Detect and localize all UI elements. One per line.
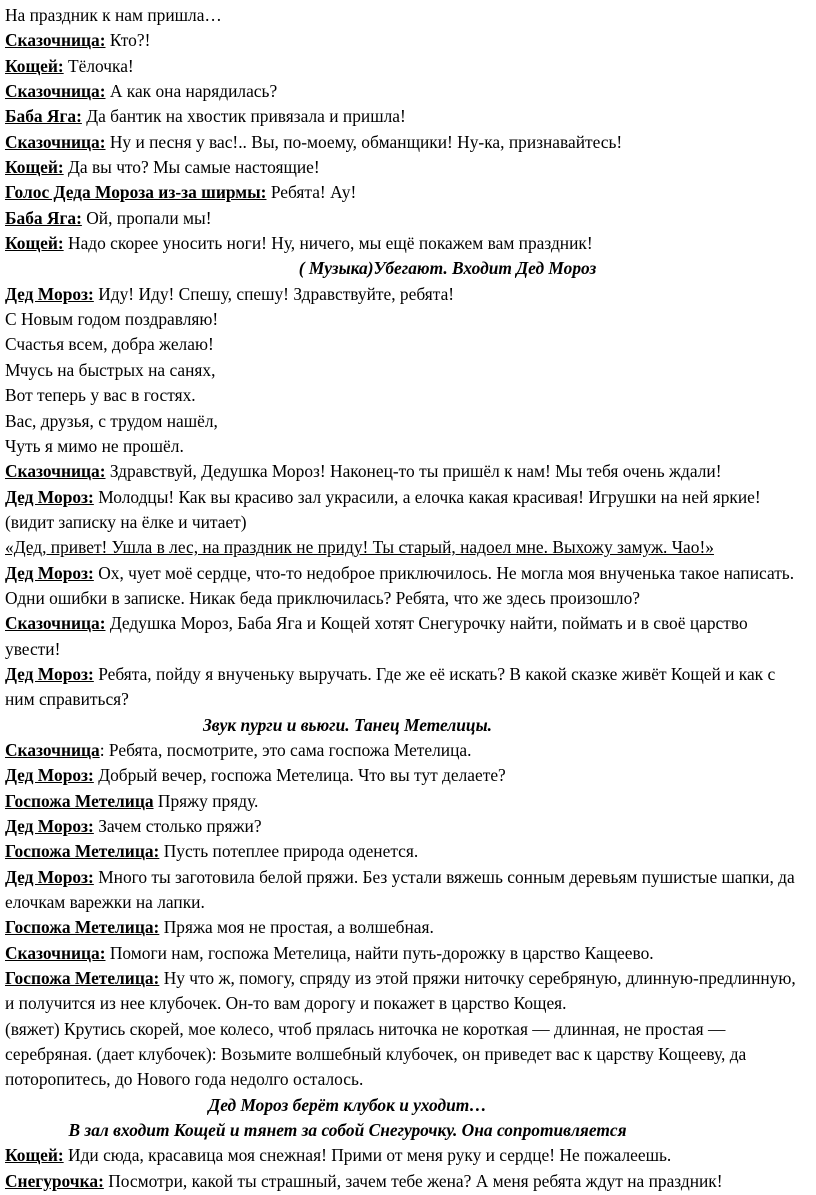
line-text: Чуть я мимо не прошёл. — [5, 435, 184, 456]
speaker-name: Сказочница — [5, 739, 100, 760]
dialogue-text: Ребята, пойду я внученьку выручать. Где же её искать? В какой сказке живёт Кощей и как с ним справиться? — [5, 663, 776, 710]
dialogue-paragraph — [5, 789, 804, 814]
stage-direction — [0, 713, 747, 738]
text-line — [5, 358, 804, 383]
dialogue-text: Ох, чует моё сердце, что-то недоброе приключилось. Не могла моя внученька такое написать. Одни ошибки в записке. Никак беда приключилась? Ребята, что же здесь произошло? — [5, 562, 795, 608]
dialogue-text: Пусть потеплее природа оденется. — [163, 841, 419, 862]
dialogue-text: Ребята, посмотрите, это сама госпожа Метелица. — [108, 739, 472, 760]
dialogue-paragraph — [5, 282, 804, 307]
dialogue-paragraph — [5, 865, 804, 916]
dialogue-paragraph — [5, 662, 804, 713]
speaker-name: Кощей: — [5, 55, 64, 76]
text-line — [5, 1017, 804, 1093]
speaker-name: Баба Яга: — [5, 207, 82, 228]
dialogue-text: Ой, пропали мы! — [86, 207, 212, 228]
speaker-name: Госпожа Метелица: — [5, 917, 160, 938]
dialogue-text: Ну что ж, помогу, спряду из этой пряжи ниточку серебряную, длинную-предлинную, и получится из нее клубочек. Он-то вам дорогу и покажет в царство Кощея. — [5, 968, 796, 1014]
text-line — [5, 434, 804, 459]
line-text: Счастья всем, добра желаю! — [5, 334, 214, 355]
text-line — [5, 409, 804, 434]
dialogue-paragraph — [5, 28, 804, 53]
speaker-name: Сказочница: — [5, 942, 106, 963]
line-text: Звук пурги и вьюги. Танец Метелицы. — [202, 714, 493, 735]
speaker-name: Сказочница: — [5, 81, 106, 102]
dialogue-text: Посмотри, какой ты страшный, зачем тебе жена? А меня ребята ждут на праздник! — [108, 1170, 723, 1191]
speaker-name: Дед Мороз: — [5, 663, 94, 684]
note-line — [5, 535, 804, 560]
dialogue-text: А как она нарядилась? — [109, 81, 278, 102]
dialogue-paragraph — [5, 104, 804, 129]
text-line — [5, 383, 804, 408]
speaker-name: Сказочница: — [5, 131, 106, 152]
dialogue-paragraph — [5, 611, 804, 662]
line-text: ( Музыка)Убегают. Входит Дед Мороз — [298, 258, 597, 279]
line-text: С Новым годом поздравляю! — [5, 309, 219, 330]
speaker-name: Госпожа Метелица — [5, 790, 154, 811]
line-text: На праздник к нам пришла… — [5, 5, 222, 25]
dialogue-paragraph — [5, 814, 804, 839]
speaker-name: Дед Мороз: — [5, 486, 94, 507]
dialogue-paragraph — [5, 941, 804, 966]
line-text: Вот теперь у вас в гостях. — [5, 385, 196, 406]
dialogue-paragraph — [5, 839, 804, 864]
dialogue-text: Пряжу пряду. — [157, 790, 259, 811]
dialogue-text: Много ты заготовила белой пряжи. Без устали вяжешь сонным деревьям пушистые шапки, да елочкам варежки на лапки. — [5, 866, 795, 913]
speaker-name: Дед Мороз: — [5, 765, 94, 786]
dialogue-paragraph — [5, 763, 804, 788]
speaker-name: Сказочница: — [5, 30, 106, 51]
dialogue-paragraph — [5, 130, 804, 155]
speaker-name: Баба Яга: — [5, 106, 82, 127]
dialogue-text: Ребята! Ау! — [270, 182, 357, 203]
speaker-name: Дед Мороз: — [5, 283, 94, 304]
dialogue-text: Тёлочка! — [68, 55, 134, 76]
speaker-name: Сказочница: — [5, 613, 106, 634]
dialogue-paragraph — [5, 1169, 804, 1194]
dialogue-text: Молодцы! Как вы красиво зал украсили, а елочка какая красивая! Игрушки на ней яркие! (видит записку на ёлке и читает) — [5, 486, 761, 532]
script-text — [5, 3, 804, 1194]
speaker-name: Кощей: — [5, 233, 64, 254]
dialogue-text: Кто?! — [109, 30, 151, 51]
dialogue-text: Помоги нам, госпожа Метелица, найти путь-дорожку в царство Кащеево. — [109, 942, 654, 963]
dialogue-text: Иди сюда, красавица моя снежная! Прими от меня руку и сердце! Не пожалеешь. — [68, 1145, 672, 1166]
speaker-name: Снегурочка: — [5, 1170, 104, 1191]
dialogue-text: Надо скорее уносить ноги! Ну, ничего, мы ещё покажем вам праздник! — [68, 233, 593, 254]
dialogue-paragraph — [5, 155, 804, 180]
text-line — [5, 3, 804, 28]
line-text: Дед Мороз берёт клубок и уходит… — [208, 1094, 487, 1115]
dialogue-paragraph — [5, 79, 804, 104]
speaker-name: Госпожа Метелица: — [5, 841, 160, 862]
line-text: (вяжет) Крутись скорей, мое колесо, чтоб прялась ниточка не короткая — длинная, не простая — серебряная. (дает клубочек): Возьмите волшебный клубочек, он приведет вас к царству Кощееву, да поторопитесь, до Нового года недолго осталось. — [5, 1018, 747, 1090]
dialogue-text: Да бантик на хвостик привязала и пришла! — [86, 106, 406, 127]
text-line — [5, 307, 804, 332]
speaker-name: Дед Мороз: — [5, 816, 94, 836]
dialogue-paragraph — [5, 561, 804, 612]
stage-direction — [48, 256, 816, 281]
text-line — [5, 332, 804, 357]
dialogue-text: Зачем столько пряжи? — [98, 816, 262, 836]
dialogue-paragraph — [5, 485, 804, 536]
dialogue-paragraph — [5, 206, 804, 231]
stage-direction — [0, 1093, 747, 1118]
dialogue-text: Дедушка Мороз, Баба Яга и Кощей хотят Снегурочку найти, поймать и в своё царство увести! — [5, 613, 748, 659]
speaker-name: Дед Мороз: — [5, 562, 94, 583]
line-text: Вас, друзья, с трудом нашёл, — [5, 410, 218, 431]
dialogue-text: Пряжа моя не простая, а волшебная. — [163, 917, 434, 938]
dialogue-paragraph — [5, 54, 804, 79]
dialogue-paragraph — [5, 231, 804, 256]
dialogue-paragraph — [5, 915, 804, 940]
dialogue-paragraph: Сказочница: Ребята, посмотрите, это сама госпожа Метелица. — [5, 739, 472, 760]
stage-direction — [0, 1118, 747, 1143]
speaker-name: Дед Мороз: — [5, 866, 94, 887]
speaker-name: Кощей: — [5, 1145, 64, 1166]
speaker-name: Сказочница: — [5, 461, 106, 482]
dialogue-text: Иду! Иду! Спешу, спешу! Здравствуйте, ребята! — [98, 283, 455, 304]
dialogue-paragraph — [5, 966, 804, 1017]
speaker-name: Голос Деда Мороза из-за ширмы: — [5, 182, 267, 203]
line-text: Мчусь на быстрых на санях, — [5, 359, 216, 380]
dialogue-text: Добрый вечер, госпожа Метелица. Что вы тут делаете? — [98, 765, 506, 786]
dialogue-paragraph — [5, 1143, 804, 1168]
speaker-name: Кощей: — [5, 157, 64, 178]
speaker-name: Госпожа Метелица: — [5, 968, 160, 989]
dialogue-text: Ну и песня у вас!.. Вы, по-моему, обманщики! Ну-ка, признавайтесь! — [109, 131, 623, 152]
dialogue-paragraph — [5, 459, 804, 484]
dialogue-text: Здравствуй, Дедушка Мороз! Наконец-то ты пришёл к нам! Мы тебя очень ждали! — [109, 461, 722, 482]
line-text: «Дед, привет! Ушла в лес, на праздник не приду! Ты старый, надоел мне. Выхожу замуж. Чао!» — [5, 537, 714, 558]
line-text: В зал входит Кощей и тянет за собой Снегурочку. Она сопротивляется — [68, 1120, 627, 1141]
dialogue-paragraph — [5, 180, 804, 205]
dialogue-text: Да вы что? Мы самые настоящие! — [68, 157, 320, 178]
